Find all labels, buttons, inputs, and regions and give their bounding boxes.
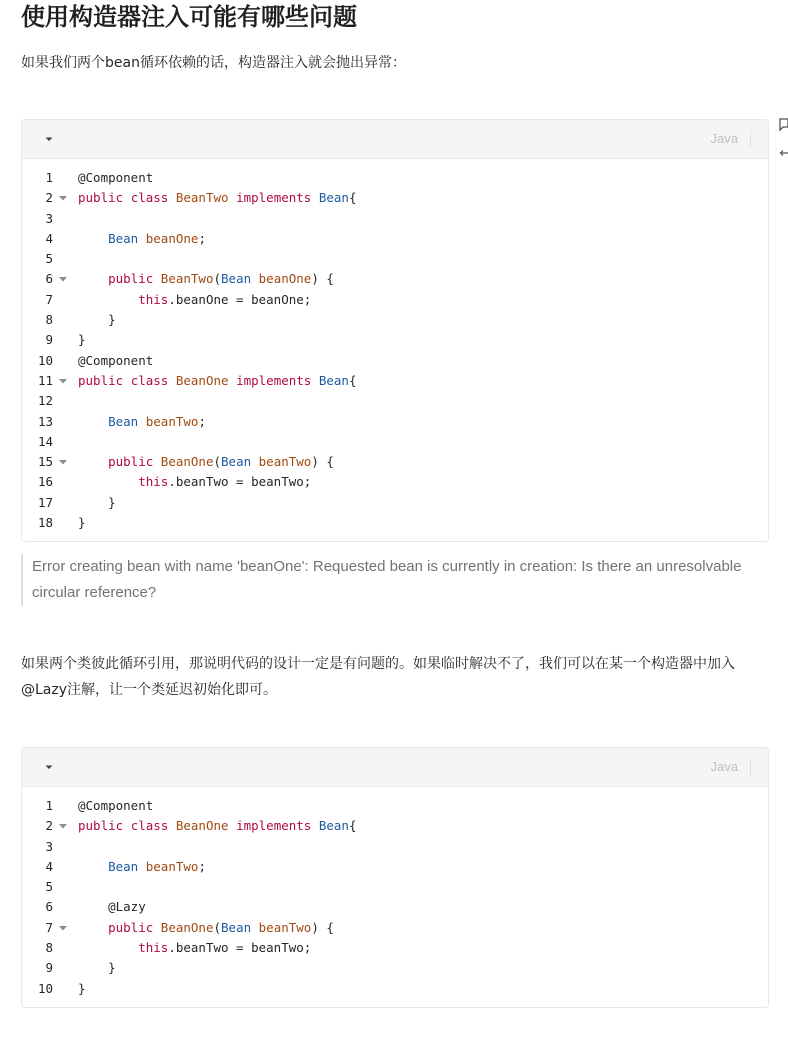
code-token: beanTwo	[258, 919, 312, 935]
code-text	[78, 168, 153, 188]
code-token	[78, 474, 138, 489]
header-divider	[750, 130, 751, 148]
code-text	[78, 290, 311, 310]
line-number: 6	[45, 271, 53, 287]
code-token: Bean	[221, 919, 259, 935]
code-text	[78, 493, 116, 513]
code-token: class	[130, 190, 176, 206]
fold-arrow-icon[interactable]	[59, 918, 67, 938]
code-token: Bean	[108, 858, 146, 874]
line-number: 12	[37, 393, 53, 409]
code-token	[78, 899, 108, 914]
code-token: ) {	[311, 271, 334, 287]
code-body[interactable]	[22, 159, 768, 541]
code-token: Bean	[318, 190, 349, 206]
code-token: (	[213, 271, 222, 287]
code-token: }	[78, 960, 116, 976]
code-token	[78, 414, 108, 429]
code-token: Bean	[108, 230, 146, 246]
fold-arrow-icon[interactable]	[59, 371, 67, 391]
line-number: 3	[45, 210, 53, 226]
code-token	[78, 454, 108, 469]
code-line	[22, 330, 768, 350]
code-token: ;	[198, 230, 206, 246]
code-line	[22, 412, 768, 432]
code-token: {	[348, 372, 357, 388]
code-token: .beanTwo = beanTwo;	[168, 474, 312, 490]
code-line	[22, 493, 768, 513]
chevron-down-icon[interactable]	[44, 762, 54, 772]
fold-arrow-icon[interactable]	[59, 188, 67, 208]
code-block-header	[22, 120, 768, 159]
code-token: beanTwo	[145, 858, 199, 874]
code-block-2	[21, 747, 769, 1008]
code-token	[78, 231, 108, 246]
fold-arrow-icon[interactable]	[59, 452, 67, 472]
line-number: 6	[45, 899, 53, 915]
code-line	[22, 857, 768, 877]
line-number: 4	[45, 858, 53, 874]
code-line	[22, 209, 768, 229]
code-block-header	[22, 748, 768, 787]
code-token: .beanTwo = beanTwo;	[168, 940, 312, 956]
code-token: public	[78, 190, 131, 206]
code-text	[78, 351, 153, 371]
code-line	[22, 290, 768, 310]
code-token: public	[78, 818, 131, 834]
code-token: public	[108, 454, 161, 470]
code-text	[78, 310, 116, 330]
code-token: @Component	[78, 798, 154, 813]
code-block-1	[21, 119, 769, 542]
code-token: BeanOne	[175, 372, 237, 388]
code-token: BeanTwo	[160, 271, 214, 287]
code-line	[22, 979, 768, 999]
code-line	[22, 897, 768, 917]
line-number: 4	[45, 230, 53, 246]
code-line	[22, 249, 768, 269]
code-text	[78, 269, 334, 289]
code-line	[22, 452, 768, 472]
code-text	[78, 229, 206, 249]
code-line	[22, 918, 768, 938]
code-token: Bean	[318, 818, 349, 834]
line-number: 10	[37, 980, 53, 996]
code-token: BeanTwo	[175, 190, 237, 206]
code-text	[78, 857, 206, 877]
code-text	[78, 452, 334, 472]
code-token: (	[213, 454, 222, 470]
code-token: public	[78, 372, 131, 388]
code-token: @Component	[78, 170, 154, 185]
code-token	[78, 920, 108, 935]
error-blockquote: Error creating bean with name 'beanOne': Requested bean is currently in creation: Is there an unresolvable circular reference?	[21, 554, 777, 606]
code-token: ;	[198, 858, 206, 874]
line-number: 14	[37, 433, 53, 449]
code-token: BeanOne	[175, 818, 237, 834]
code-token: this	[138, 940, 169, 956]
code-token: {	[348, 190, 357, 206]
code-text	[78, 412, 206, 432]
code-token: ) {	[311, 919, 334, 935]
code-line	[22, 513, 768, 533]
code-token: @Lazy	[108, 899, 146, 915]
line-number: 1	[45, 798, 53, 813]
code-token	[78, 859, 108, 874]
code-token: Bean	[221, 271, 259, 287]
language-label[interactable]: Java	[710, 759, 738, 774]
code-line	[22, 310, 768, 330]
code-token: .beanOne = beanOne;	[168, 291, 312, 307]
code-text	[78, 513, 86, 533]
code-token: }	[78, 494, 116, 510]
line-number: 9	[45, 960, 53, 976]
code-token	[78, 940, 138, 955]
code-body[interactable]	[22, 787, 768, 1007]
line-number: 8	[45, 312, 53, 328]
code-token: ) {	[311, 454, 334, 470]
code-token: beanOne	[145, 230, 199, 246]
line-number: 10	[37, 352, 53, 368]
line-number: 7	[45, 291, 53, 307]
code-token: beanOne	[258, 271, 312, 287]
code-text	[78, 897, 146, 917]
chevron-down-icon[interactable]	[44, 134, 54, 144]
code-text	[78, 958, 116, 978]
line-number: 15	[37, 454, 53, 470]
code-token: }	[78, 312, 116, 328]
line-number: 18	[37, 515, 53, 531]
header-divider	[750, 758, 751, 776]
code-text	[78, 330, 86, 350]
code-token	[78, 292, 138, 307]
code-token: @Component	[78, 352, 154, 368]
code-token: implements	[236, 818, 319, 834]
code-text	[78, 796, 153, 816]
explanation-paragraph: 如果两个类彼此循环引用，那说明代码的设计一定是有问题的。如果临时解决不了，我们可以在某一个构造器中加入@Lazy注解，让一个类延迟初始化即可。	[21, 656, 735, 698]
code-token: beanTwo	[258, 454, 312, 470]
code-token: }	[78, 515, 86, 531]
code-text	[78, 918, 334, 938]
line-number: 7	[45, 919, 53, 935]
code-line	[22, 391, 768, 411]
code-token: ;	[198, 413, 206, 429]
line-number: 17	[37, 494, 53, 510]
code-line	[22, 168, 768, 188]
code-line	[22, 877, 768, 897]
code-line	[22, 472, 768, 492]
line-number: 8	[45, 940, 53, 956]
line-number: 16	[37, 474, 53, 490]
code-token: public	[108, 919, 161, 935]
code-text	[78, 979, 86, 999]
code-token: }	[78, 332, 86, 348]
code-line	[22, 796, 768, 816]
code-text	[78, 188, 357, 208]
code-token: implements	[236, 372, 319, 388]
code-token: class	[130, 372, 176, 388]
code-token: BeanOne	[160, 454, 214, 470]
code-line	[22, 938, 768, 958]
code-token: beanTwo	[145, 413, 199, 429]
line-number: 3	[45, 838, 53, 854]
code-line	[22, 351, 768, 371]
line-number: 1	[45, 170, 53, 185]
code-token: this	[138, 291, 169, 307]
code-token: Bean	[108, 413, 146, 429]
code-token: public	[108, 271, 161, 287]
intro-paragraph: 如果我们两个bean循环依赖的话，构造器注入就会抛出异常：	[21, 55, 406, 71]
code-token: Bean	[318, 372, 349, 388]
code-line	[22, 269, 768, 289]
code-line	[22, 958, 768, 978]
code-text	[78, 816, 357, 836]
code-line	[22, 229, 768, 249]
code-text	[78, 938, 311, 958]
code-line	[22, 837, 768, 857]
code-token: this	[138, 474, 169, 490]
line-number: 2	[45, 818, 53, 834]
line-number: 5	[45, 879, 53, 895]
language-label[interactable]: Java	[710, 131, 738, 146]
code-token: }	[78, 980, 86, 996]
code-token: implements	[236, 190, 319, 206]
page-title: 使用构造器注入可能有哪些问题	[21, 3, 357, 31]
code-token: Bean	[221, 454, 259, 470]
line-number: 11	[37, 372, 53, 388]
line-number: 13	[37, 413, 53, 429]
code-line	[22, 371, 768, 391]
fold-arrow-icon[interactable]	[59, 269, 67, 289]
code-token: {	[348, 818, 357, 834]
code-line	[22, 188, 768, 208]
line-number: 2	[45, 190, 53, 206]
line-number: 5	[45, 251, 53, 267]
comment-icon[interactable]	[779, 117, 788, 167]
code-token: (	[213, 919, 222, 935]
code-token: class	[130, 818, 176, 834]
code-text	[78, 371, 357, 391]
code-text	[78, 472, 311, 492]
code-token	[78, 271, 108, 286]
code-line	[22, 816, 768, 836]
line-number: 9	[45, 332, 53, 348]
fold-arrow-icon[interactable]	[59, 816, 67, 836]
code-line	[22, 432, 768, 452]
code-token: BeanOne	[160, 919, 214, 935]
